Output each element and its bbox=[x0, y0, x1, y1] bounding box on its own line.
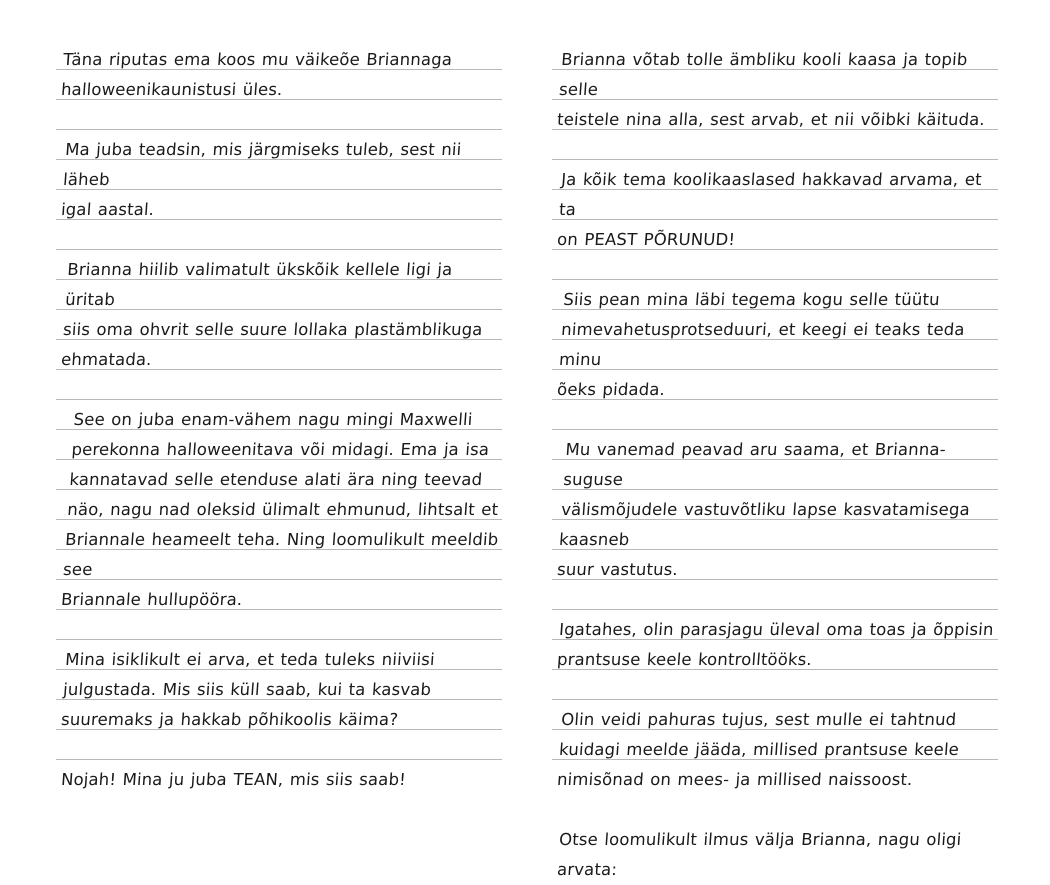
text-line: prantsuse keele kontrolltööks. bbox=[556, 650, 813, 669]
text-line: perekonna halloweenitava või midagi. Ema ja isa bbox=[70, 440, 490, 459]
paragraph bbox=[556, 615, 998, 675]
left-page-text bbox=[60, 45, 498, 795]
right-page bbox=[552, 0, 998, 879]
text-line: nimisõnad on mees- ja millised naissoost. bbox=[556, 770, 914, 789]
paragraph bbox=[556, 435, 1004, 585]
text-line: kuidagi meelde jääda, millised prantsuse keele bbox=[558, 740, 960, 759]
paragraph bbox=[60, 645, 504, 735]
paragraph bbox=[60, 45, 502, 105]
text-line: välismõjudele vastuvõtliku lapse kasvatamisega kaasneb bbox=[558, 500, 971, 549]
text-line: Olin veidi pahuras tujus, sest mulle ei tahtnud bbox=[560, 710, 957, 729]
text-line: näo, nagu nad oleksid ülimalt ehmunud, lihtsalt et bbox=[66, 500, 499, 519]
paragraph bbox=[556, 825, 998, 885]
text-line: See on juba enam-vähem nagu mingi Maxwelli bbox=[73, 410, 474, 429]
paragraph bbox=[556, 45, 1000, 135]
paragraph bbox=[60, 255, 506, 375]
left-page bbox=[56, 0, 502, 799]
paragraph bbox=[556, 285, 1002, 405]
text-line: Otse loomulikult ilmus välja Brianna, nagu oligi bbox=[558, 830, 963, 849]
text-line: õeks pidada. bbox=[556, 380, 666, 399]
text-line: nimevahetusprotseduuri, et keegi ei teaks teda minu bbox=[558, 320, 966, 369]
text-line: Täna riputas ema koos mu väikeõe Briannaga bbox=[62, 50, 453, 69]
text-line: kannatavad selle etenduse alati ära ning teevad bbox=[68, 470, 483, 489]
text-line: suur vastutus. bbox=[556, 560, 679, 579]
paragraph bbox=[60, 405, 513, 615]
text-line: ehmatada. bbox=[60, 350, 153, 369]
text-line: siis oma ohvrit selle suure lollaka plastämblikuga bbox=[62, 320, 484, 339]
text-line: suuremaks ja hakkab põhikoolis käima? bbox=[60, 710, 399, 729]
right-page-text bbox=[556, 45, 994, 885]
text-line: Nojah! Mina ju juba TEAN, mis siis saab! bbox=[60, 770, 407, 789]
text-line: julgustada. Mis siis küll saab, kui ta kasvab bbox=[62, 680, 432, 699]
text-line: Ma juba teadsin, mis järgmiseks tuleb, sest nii läheb bbox=[62, 140, 463, 189]
text-line: on PEAST PÕRUNUD! bbox=[556, 230, 736, 249]
paragraph bbox=[556, 165, 1000, 255]
text-line: Briannale heameelt teha. Ning loomulikult meeldib see bbox=[62, 530, 500, 579]
text-line: halloweenikaunistusi üles. bbox=[60, 80, 284, 99]
text-line: Brianna hiilib valimatult ükskõik kellele ligi ja üritab bbox=[64, 260, 454, 309]
paragraph bbox=[60, 765, 500, 795]
text-line: igal aastal. bbox=[60, 200, 155, 219]
text-line: arvata: bbox=[556, 860, 618, 879]
text-line: teistele nina alla, sest arvab, et nii võibki käituda. bbox=[556, 110, 986, 129]
text-line: Mu vanemad peavad aru saama, et Brianna-suguse bbox=[562, 440, 947, 489]
text-line: Siis pean mina läbi tegema kogu selle tüütu bbox=[562, 290, 941, 309]
text-line: Briannale hullupööra. bbox=[60, 590, 244, 609]
text-line: Mina isiklikult ei arva, et teda tuleks niiviisi bbox=[64, 650, 436, 669]
paragraph bbox=[556, 705, 1000, 795]
text-line: Igatahes, olin parasjagu üleval oma toas ja õppisin bbox=[558, 620, 995, 639]
text-line: Ja kõik tema koolikaaslased hakkavad arvama, et ta bbox=[558, 170, 983, 219]
text-line: Brianna võtab tolle ämbliku kooli kaasa ja topib selle bbox=[558, 50, 969, 99]
paragraph bbox=[60, 135, 504, 225]
